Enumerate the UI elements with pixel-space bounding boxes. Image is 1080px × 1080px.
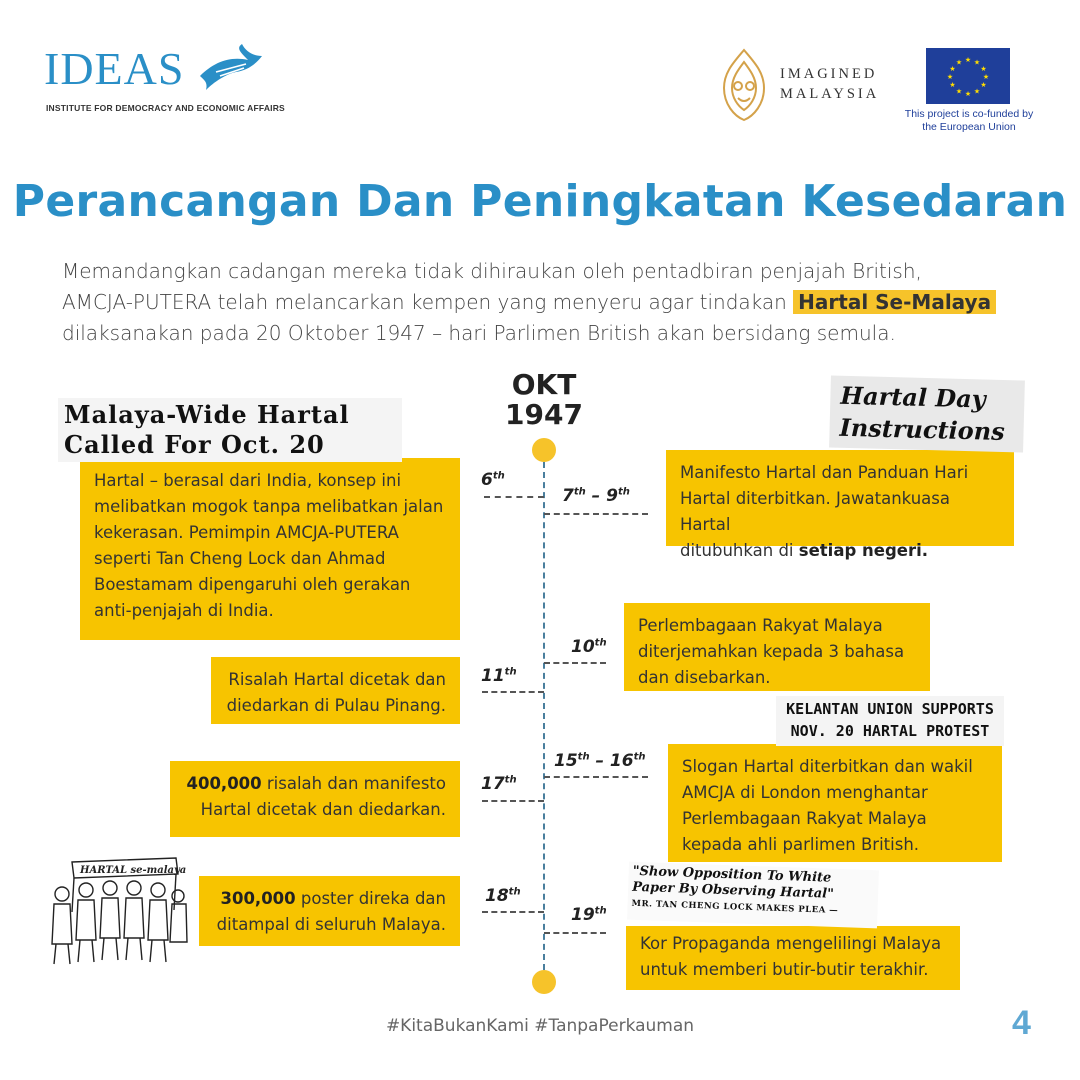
count-400000: 400,000 [186,774,262,793]
hashtags: #KitaBukanKami #TanpaPerkauman [385,1016,695,1036]
intro-line1: Memandangkan cadangan mereka tidak dihiraukan oleh pentadbiran penjajah British, [62,259,922,283]
imagined-text: IMAGINED [780,66,878,82]
svg-text:★: ★ [946,73,954,81]
intro-line3: dilaksanakan pada 20 Oktober 1947 – hari Parlimen British akan bersidang semula. [62,321,896,345]
svg-text:★: ★ [949,81,956,89]
dash-19 [544,932,606,934]
svg-text:★: ★ [955,58,963,67]
dash-18 [482,911,544,913]
event-11-line: Risalah Hartal dicetak dan [228,670,446,689]
svg-text:★: ★ [982,73,990,81]
event-19-line: Kor Propaganda mengelilingi Malaya [640,934,942,953]
clipping-2-line2: Instructions [839,412,1006,447]
imagined-malaysia-wordmark [780,64,879,104]
eu-note-line2: the European Union [922,121,1016,133]
page-title: Perancangan Dan Peningkatan Kesedaran [12,176,1068,227]
ideas-logo-text: IDEAS [44,43,185,94]
event-15-line: AMCJA di London menghantar [682,783,928,802]
event-7-9-box [666,450,1014,560]
dash-7-9 [544,513,648,515]
ideas-subtitle: INSTITUTE FOR DEMOCRACY AND ECONOMIC AFFAIRS [46,103,285,113]
protest-crowd-illustration-icon [44,852,190,966]
dash-10 [544,662,606,664]
date-10: 10th [571,637,607,657]
clipping-hartal-day-instructions [829,375,1025,452]
intro-line2-text: AMCJA-PUTERA telah melancarkan kempen yang menyeru agar tindakan [62,290,787,314]
page-number: 4 [1012,1004,1031,1042]
dash-11 [482,691,544,693]
timeline-month: OKT [511,368,577,401]
event-6-line: kekerasan. Pemimpin AMCJA-PUTERA [94,523,399,542]
event-11-box [211,657,460,724]
event-18-line: 300,000 poster direka dan [220,889,446,908]
event-19-box [626,926,960,990]
clipping-malaya-wide-hartal [58,398,402,462]
event-6-line: seperti Tan Cheng Lock dan Ahmad [94,549,386,568]
date-7-9: 7th – 9th [562,486,630,506]
clipping-4-line3: MR. TAN CHENG LOCK MAKES PLEA — [631,898,839,916]
date-18: 18th [485,886,521,906]
clipping-1-line2: Called For Oct. 20 [64,430,325,459]
event-17-line: Hartal dicetak dan diedarkan. [200,800,446,819]
dash-15-16 [544,776,648,778]
eu-cofunding-note [896,108,1042,134]
event-7-line: ditubuhkan di setiap negeri. [680,541,929,560]
event-10-line: diterjemahkan kepada 3 bahasa [638,642,905,661]
event-15-line: Slogan Hartal diterbitkan dan wakil [682,757,973,776]
event-6-line: anti-penjajah di India. [94,601,274,620]
date-15-16: 15th – 16th [554,751,646,771]
event-7-line: Hartal diterbitkan. Jawatankuasa Hartal [680,489,950,534]
count-300000: 300,000 [220,889,296,908]
event-10-line: dan disebarkan. [638,668,771,687]
date-11: 11th [481,666,517,686]
svg-text:★: ★ [964,56,972,64]
banner-text: HARTAL se-malaya [80,865,187,876]
eu-flag-icon [926,48,1010,104]
timeline-header [494,370,594,430]
eu-note-line1: This project is co-funded by [904,108,1034,120]
event-15-line: kepada ahli parlimen British. [682,835,920,854]
svg-text:★: ★ [973,58,981,67]
event-10-box [624,603,930,691]
date-6: 6th [481,470,505,490]
event-11-line: diedarkan di Pulau Pinang. [226,696,446,715]
clipping-3-line1: KELANTAN UNION SUPPORTS [786,700,994,718]
event-7-line: Manifesto Hartal dan Panduan Hari [680,463,969,482]
event-15-line: Perlembagaan Rakyat Malaya [682,809,927,828]
clipping-2-line1: Hartal Day [840,380,987,414]
clipping-1-line1: Malaya-Wide Hartal [64,400,350,429]
clipping-4-line2: Paper By Observing Hartal" [631,879,835,902]
event-6-line: Boestamam dipengaruhi oleh gerakan [94,575,411,594]
date-19: 19th [571,905,607,925]
intro-line2 [62,287,1042,318]
imagined-malaysia-logo-icon [720,48,768,122]
event-18-line: ditampal di seluruh Malaya. [216,915,446,934]
malaysia-text: MALAYSIA [780,86,880,102]
timeline-end-dot [532,970,556,994]
event-10-line: Perlembagaan Rakyat Malaya [638,616,883,635]
event-18-box [199,876,460,946]
setiap-negeri-bold: setiap negeri. [798,541,929,560]
event-17-line: 400,000 risalah dan manifesto [186,774,446,793]
timeline-start-dot [532,438,556,462]
event-6-box [80,458,460,640]
intro-paragraph [62,256,1042,349]
event-19-line: untuk memberi butir-butir terakhir. [640,960,929,979]
clipping-3-line2: NOV. 20 HARTAL PROTEST [790,722,990,740]
svg-text:★: ★ [980,81,987,89]
event-17-box [170,761,460,837]
timeline-line [543,462,545,970]
event-15-16-box [668,744,1002,862]
bird-logo-icon [196,42,266,94]
svg-text:★: ★ [973,87,981,96]
dash-6 [484,496,544,498]
date-17: 17th [481,774,517,794]
svg-text:★: ★ [980,65,987,73]
svg-text:★: ★ [949,65,956,73]
hartal-highlight: Hartal Se-Malaya [793,290,996,314]
svg-text:★: ★ [955,87,963,96]
timeline-year: 1947 [505,398,583,431]
clipping-4-line1: "Show Opposition To White [632,863,832,886]
clipping-show-opposition [627,862,879,929]
event-6-line: Hartal – berasal dari India, konsep ini [94,471,402,490]
dash-17 [482,800,544,802]
svg-text:★: ★ [964,90,972,98]
clipping-kelantan-union [776,696,1004,746]
event-6-line: melibatkan mogok tanpa melibatkan jalan [94,497,444,516]
